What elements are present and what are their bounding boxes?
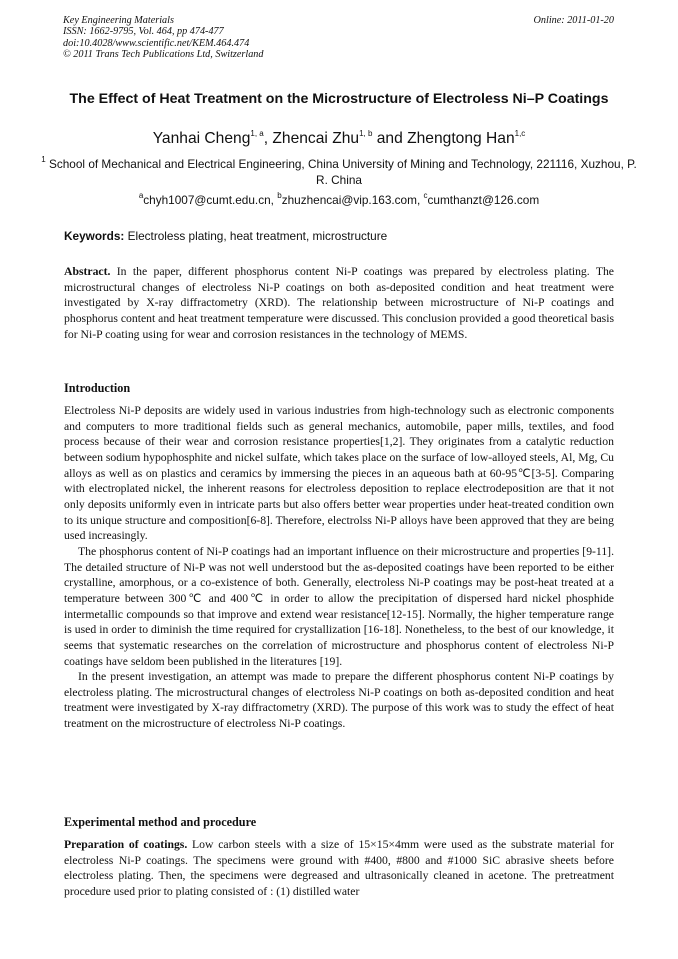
email-separator: , [416, 193, 424, 207]
author-separator: and [372, 130, 408, 147]
author-separator: , [263, 130, 273, 147]
email-address[interactable]: chyh1007@cumt.edu.cn [143, 193, 271, 207]
preparation-label: Preparation of coatings. [64, 838, 188, 851]
introduction-body [64, 403, 614, 732]
issn-line: ISSN: 1662-9795, Vol. 464, pp 474-477 [63, 26, 224, 38]
email-address[interactable]: zhuzhencai@vip.163.com [281, 193, 417, 207]
journal-name: Key Engineering Materials [63, 15, 174, 26]
author-name: Yanhai Cheng [152, 130, 251, 147]
introduction-paragraph: Electroless Ni-P deposits are widely used in various industries from high-technology such as electronic components and computers to more traditional fields such as general mechanics, automobile, paper mills, textiles, and food process because of their wear and corrosion resistance properties[1,2]. They originates from a catalytic reduction between sodium hypophosphite and nickel sulfate, which takes place on the surface of low-alloyed steels, Al, Mg, Cu alloys as well as on plastics and ceramics by immersing the pieces in an aqueous bath at 60-95℃[3-5]. Comparing with electroplated nickel, the inherent reasons for electroless deposition to replace electrodeposition are that it not only deposits uniformly even in intricate parts but also offers better wear properties under heat-treated condition own to its unique structure and composition[6-8]. Therefore, electrolss Ni-P alloys have been approved that they are being used increasingly. [64, 404, 614, 543]
introduction-paragraph: In the present investigation, an attempt was made to prepare the different phosphorus content Ni-P coatings by electroless plating. The microstructural changes of electroless Ni-P coatings on both as-deposited condition and heat treatment were investigated by X-ray diffractometry (XRD). The purpose of this work was to study the effect of heat treatment on the microstructure of electroless Ni-P coatings. [64, 670, 614, 731]
journal-meta [63, 15, 263, 61]
author-name: Zhengtong Han [407, 130, 515, 147]
affiliation [40, 157, 638, 188]
email-mark: c [423, 191, 428, 201]
abstract [64, 264, 614, 342]
keywords-text: Electroless plating, heat treatment, microstructure [124, 229, 388, 243]
author-affil-mark: 1, b [359, 128, 373, 138]
email-mark: b [277, 191, 282, 201]
email-mark: a [138, 191, 144, 201]
keywords [64, 229, 616, 244]
copyright-line: © 2011 Trans Tech Publications Ltd, Switzerland [63, 49, 264, 61]
email-list [40, 193, 638, 208]
author-name: Zhencai Zhu [272, 130, 360, 147]
abstract-label: Abstract. [64, 265, 111, 278]
email-address[interactable]: cumthanzt@126.com [427, 193, 540, 207]
online-date: Online: 2011-01-20 [533, 15, 614, 26]
experimental-heading: Experimental method and procedure [64, 815, 257, 829]
keywords-label: Keywords: [64, 229, 125, 243]
preparation-text: Low carbon steels with a size of 15×15×4mm were used as the substrate material for electroless Ni-P coatings. The specimens were ground with #400, #800 and #1000 SiC abrasive sheets before electroless plating. Then, the specimens were degreased and ultrasonically cleaned in acetone. The pretreatment procedure used prior to plating consisted of : (1) distilled water [64, 838, 614, 898]
affiliation-mark: 1 [41, 155, 46, 165]
affiliation-text: School of Mechanical and Electrical Engineering, China University of Mining and Technology, 221116, Xuzhou, P. R. China [45, 157, 637, 187]
introduction-paragraph: The phosphorus content of Ni-P coatings had an important influence on their microstructure and properties [9-11]. The detailed structure of Ni-P was not well understood but the as-deposited coatings have been reported to be either crystalline, amorphous, or a co-existence of both. Generally, electroless Ni-P coatings may be post-heat treated at a temperature between 300℃ and 400℃ in order to allow the precipitation of dispersed hard nickel phosphide intermetallic compounds so that improve and extend wear resistance[12-15]. Normally, the higher temperature range is used in order to diminish the time required for crystallization [16-18]. Nonetheless, to the best of our knowledge, it seems that systematic researches on the correlation of microstructure and phosphorus content of electroless Ni-P coatings have seldom been published in the literatures [19]. [64, 544, 614, 668]
introduction-heading: Introduction [64, 381, 131, 395]
paper-title: The Effect of Heat Treatment on the Microstructure of Electroless Ni–P Coatings [69, 91, 609, 107]
doi-line: doi:10.4028/www.scientific.net/KEM.464.474 [63, 37, 250, 49]
author-list [40, 129, 638, 149]
author-affil-mark: 1,c [514, 128, 526, 138]
email-separator: , [270, 193, 278, 207]
author-affil-mark: 1, a [250, 128, 264, 138]
abstract-text: In the paper, different phosphorus content Ni-P coatings was prepared by electroless plating. The microstructural changes of electroless Ni-P coatings on both as-deposited condition and heat treatment were investigated by X-ray diffractometry (XRD). The relationship between microstructure of Ni-P coatings and phosphorus content and heat treatment temperature were discussed. This conclusion provided a good theoretical basis for Ni-P coating using for wear and corrosion resistances in the technology of MEMS. [64, 265, 614, 341]
preparation-paragraph [64, 837, 614, 900]
